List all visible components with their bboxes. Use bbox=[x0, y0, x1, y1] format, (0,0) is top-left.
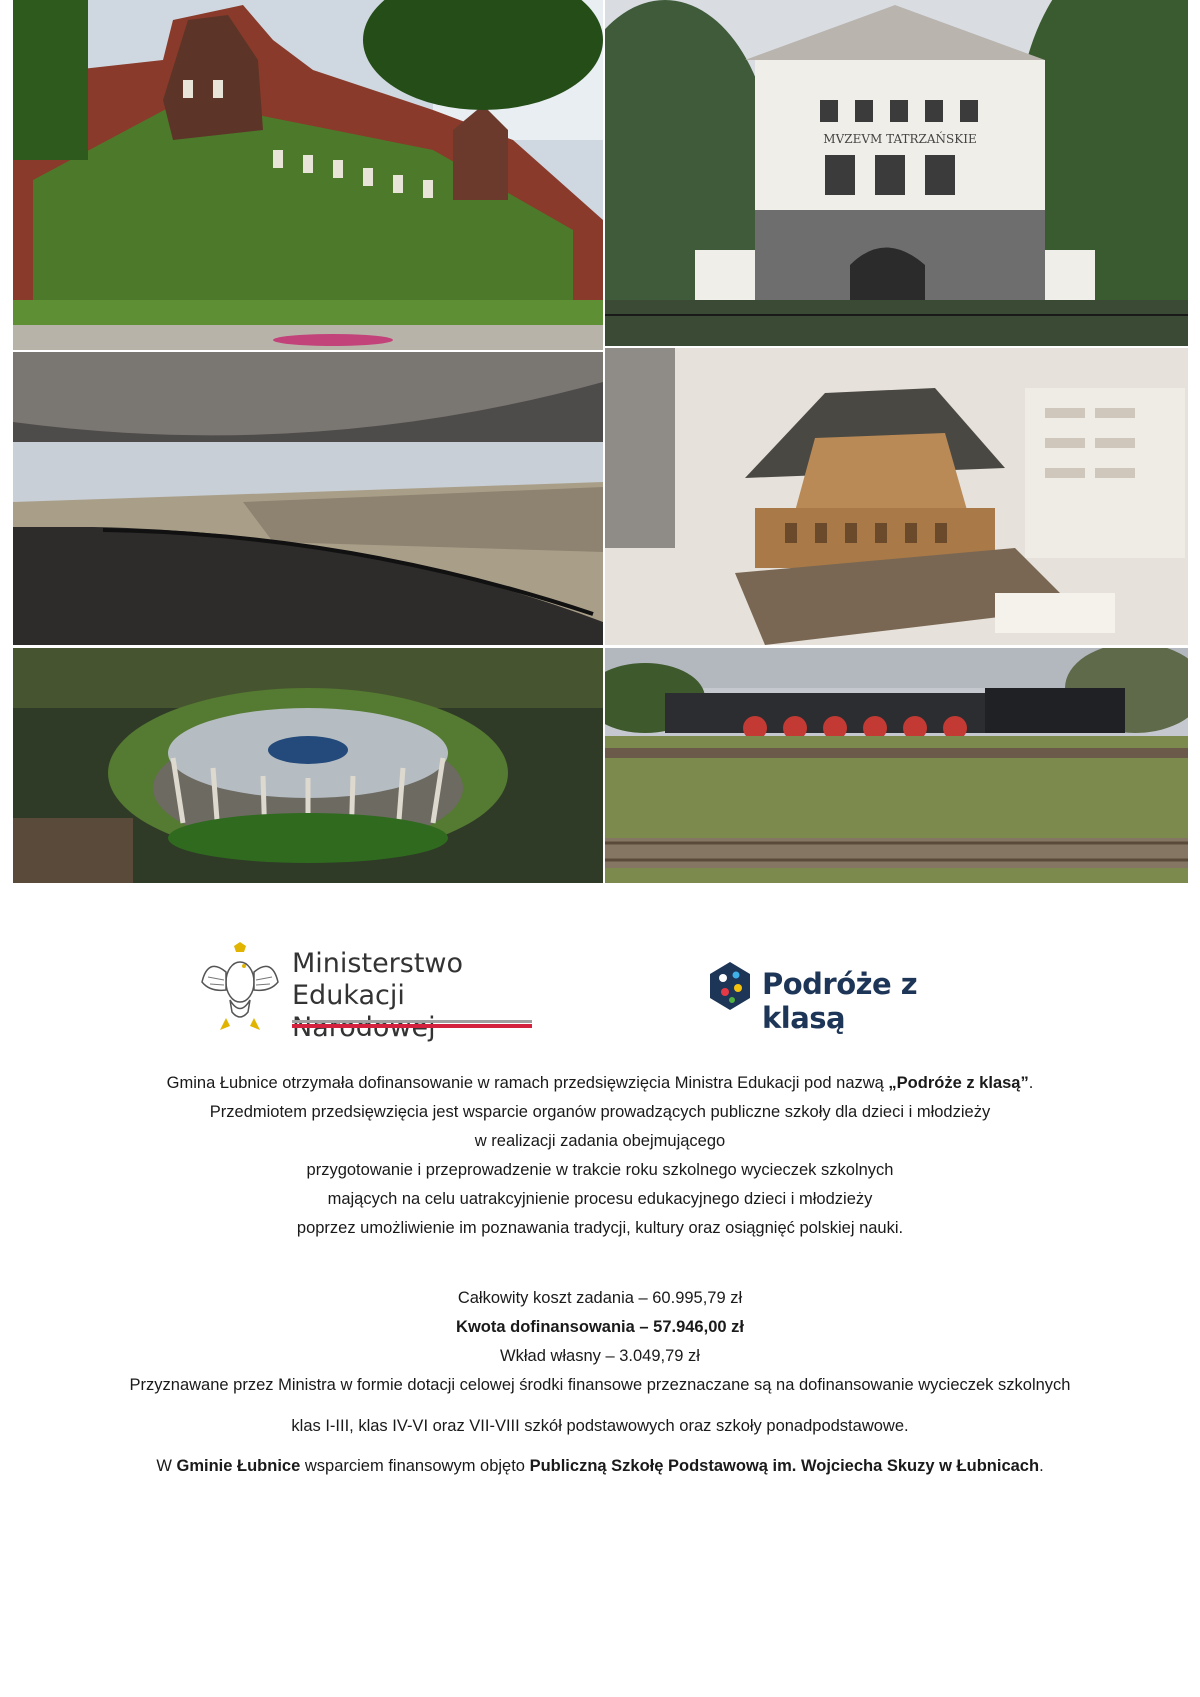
program-name-bold: „Podróże z klasą” bbox=[888, 1074, 1029, 1092]
own-contribution: Wkład własny – 3.049,79 zł bbox=[500, 1347, 700, 1365]
program-name: Podróże z klasą bbox=[762, 967, 918, 1035]
program-hexagon-icon bbox=[710, 962, 750, 1010]
photo-panorama-interior bbox=[13, 352, 603, 645]
details-line-2: klas I-III, klas IV-VI oraz VII-VIII szkół podstawowych oraz szkoły ponadpodstawowe. bbox=[291, 1417, 909, 1435]
photo-steam-locomotive bbox=[605, 648, 1188, 883]
school-name: Publiczną Szkołę Podstawową im. Wojciecha Skuzy w Łubnicach bbox=[529, 1457, 1040, 1475]
photo-wooden-villa-model bbox=[605, 348, 1188, 645]
intro-line-2: Przedmiotem przedsięwzięcia jest wsparcie organów prowadzących publiczne szkoły dla dzieci i młodzieży bbox=[209, 1103, 991, 1121]
intro-line-6: poprzez umożliwienie im poznawania tradycji, kultury oraz osiągnięć polskiej nauki. bbox=[296, 1219, 904, 1237]
intro-line-1: Gmina Łubnice otrzymała dofinansowanie w ramach przedsięwzięcia Ministra Edukacji pod nazwą „Podróże z klasą”. bbox=[166, 1074, 1034, 1092]
total-cost: Całkowity koszt zadania – 60.995,79 zł bbox=[457, 1289, 743, 1307]
white-eagle-emblem-icon bbox=[200, 942, 280, 1034]
details-line-1: Przyznawane przez Ministra w formie dotacji celowej środki finansowe przeznaczane są na dofinansowanie wycieczek szkolnych bbox=[129, 1376, 1071, 1394]
museum-sign-text: MVZEVM TATRZAŃSKIE bbox=[823, 132, 977, 146]
photo-collage bbox=[13, 0, 1188, 883]
ministry-name-line2: Edukacji bbox=[292, 980, 405, 1011]
intro-line-5: mających na celu uatrakcyjnienie procesu edukacyjnego dzieci i młodzieży bbox=[327, 1190, 873, 1208]
photo-national-museum bbox=[13, 0, 603, 350]
municipality-name: Gminie Łubnice bbox=[176, 1457, 301, 1475]
costs-block bbox=[40, 1284, 1160, 1371]
ministry-name bbox=[292, 948, 540, 1044]
photo-tatra-museum bbox=[605, 0, 1188, 346]
intro-line-3: w realizacji zadania obejmującego bbox=[474, 1132, 726, 1150]
ministry-flag-line bbox=[292, 1020, 532, 1028]
ministry-name-line1: Ministerstwo bbox=[292, 948, 464, 979]
photo-rotunda-aerial bbox=[13, 648, 603, 883]
intro-line-4: przygotowanie i przeprowadzenie w trakcie roku szkolnego wycieczek szkolnych bbox=[306, 1161, 894, 1179]
intro-text bbox=[40, 1069, 1160, 1243]
details-line-3: W Gminie Łubnice wsparciem finansowym objęto Publiczną Szkołę Podstawową im. Wojciecha Skuzy w Łubnicach. bbox=[156, 1457, 1044, 1475]
ministry-logo bbox=[200, 942, 540, 1038]
program-logo bbox=[710, 962, 990, 1035]
grant-amount: Kwota dofinansowania – 57.946,00 zł bbox=[456, 1318, 744, 1336]
